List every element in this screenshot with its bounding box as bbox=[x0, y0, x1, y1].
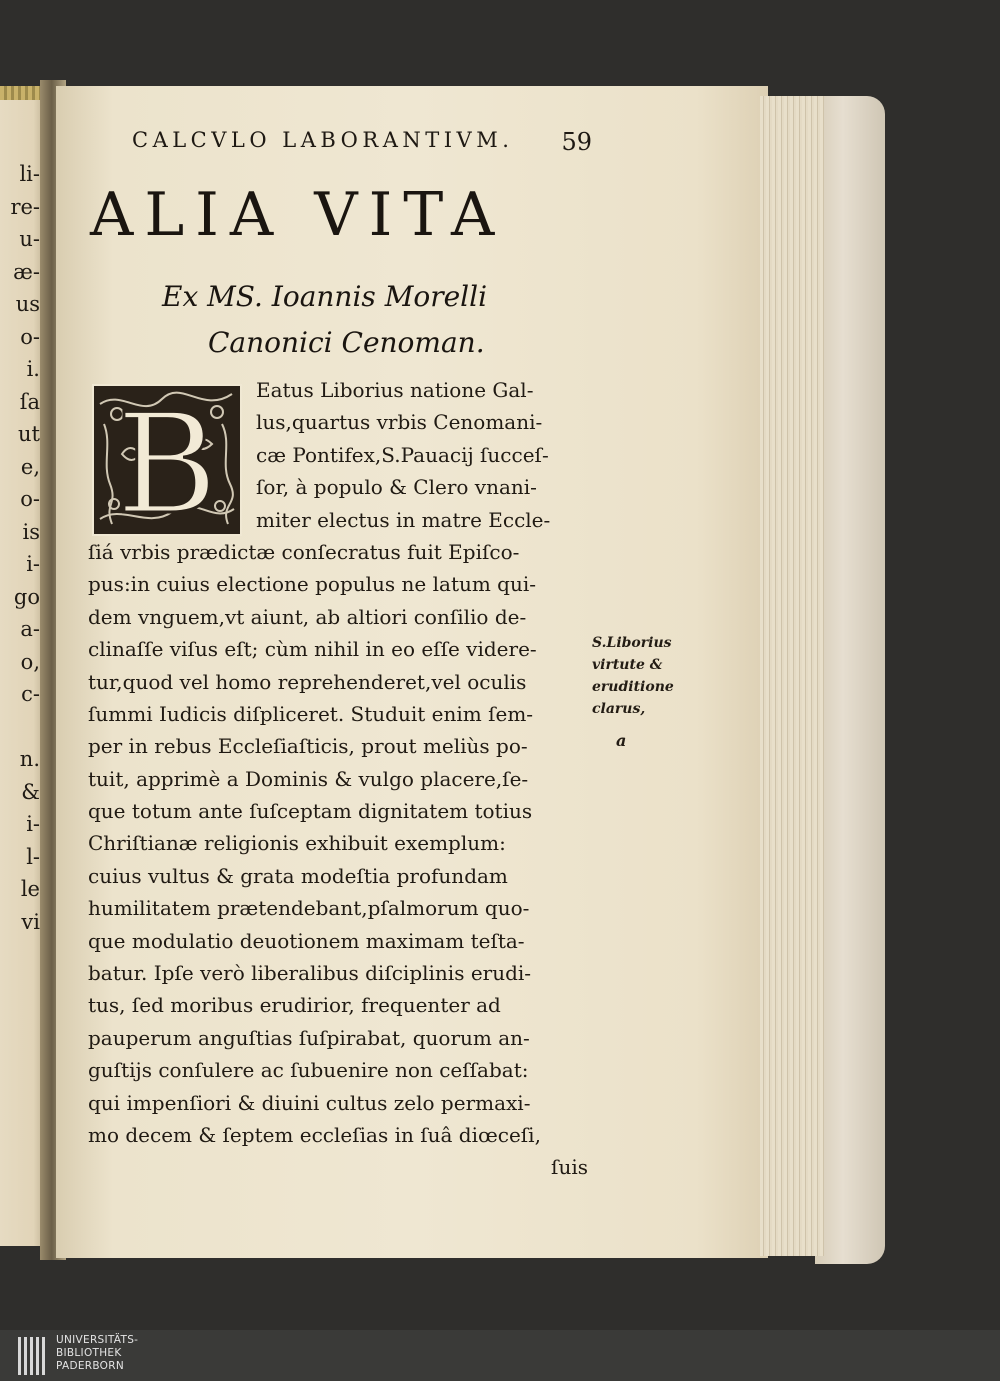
text-line: que totum ante ſuſceptam dignitatem totius bbox=[88, 799, 533, 824]
text-line: dem vnguem,vt aiunt, ab altiori conſilio de- bbox=[88, 604, 527, 629]
previous-page-fragment: vi bbox=[21, 909, 40, 934]
text-line: tur,quod vel homo reprehenderet,vel oculis bbox=[88, 669, 527, 694]
library-footer bbox=[0, 1330, 1000, 1381]
text-line: mo decem & ſeptem eccleſias in ſuâ diœceſi, bbox=[88, 1122, 541, 1147]
previous-page-text bbox=[0, 158, 40, 938]
text-line: cæ Pontifex,S.Pauacij ſucceſ- bbox=[256, 442, 549, 467]
library-name-line: BIBLIOTHEK bbox=[56, 1347, 122, 1359]
catchword: ſuis bbox=[551, 1155, 588, 1180]
previous-page-fragment: us bbox=[15, 292, 40, 316]
text-line: que modulatio deuotionem maximam teſta- bbox=[88, 928, 525, 953]
previous-page-fragment: le bbox=[20, 877, 40, 901]
previous-page-fragment: æ- bbox=[13, 259, 40, 284]
text-line: Eatus Liborius natione Gal- bbox=[256, 378, 534, 402]
page-number: 59 bbox=[561, 128, 592, 156]
text-line: per in rebus Eccleſiaſticis, prout meliùs po- bbox=[88, 734, 528, 759]
previous-page-fragment: i- bbox=[26, 552, 40, 576]
previous-page-fragment: ut bbox=[18, 422, 40, 446]
previous-page-fragment: li- bbox=[19, 162, 40, 186]
text-line: humilitatem prætendebant,pſalmorum quo- bbox=[88, 896, 530, 921]
library-logo-icon bbox=[18, 1337, 48, 1375]
marginal-letter: a bbox=[616, 731, 627, 750]
marginal-note bbox=[592, 632, 702, 752]
previous-page-fragment: u- bbox=[19, 227, 40, 251]
text-line: ſiá vrbis prædictæ conſecratus fuit Epiſco- bbox=[88, 539, 520, 564]
book-cover-edge bbox=[815, 96, 885, 1264]
previous-page-fragment: o, bbox=[20, 649, 40, 674]
previous-page-fragment: a- bbox=[20, 617, 40, 641]
body-text bbox=[88, 374, 588, 1184]
text-line: Chriſtianæ religionis exhibuit exemplum: bbox=[88, 831, 506, 856]
text-line: qui impenſiori & diuini cultus zelo permaxi- bbox=[88, 1090, 531, 1115]
previous-page-fragment: c- bbox=[21, 682, 40, 706]
text-line: tuit, apprimè a Dominis & vulgo placere,ſe- bbox=[88, 766, 529, 791]
text-line: ſummi Iudicis diſpliceret. Studuit enim ſem- bbox=[88, 701, 534, 726]
text-line: miter electus in matre Eccle- bbox=[256, 507, 551, 532]
text-line: pauperum anguſtias ſuſpirabat, quorum an- bbox=[88, 1025, 530, 1050]
previous-page-fragment: re- bbox=[10, 194, 40, 219]
text-line: batur. Ipſe verò liberalibus diſciplinis erudi- bbox=[88, 961, 532, 986]
previous-page-fragment: e, bbox=[20, 454, 40, 479]
subtitle-line-2: Canonici Cenoman. bbox=[208, 326, 485, 359]
page-title: ALIA VITA bbox=[90, 180, 506, 250]
previous-page-fragment: n. bbox=[19, 747, 40, 771]
text-line: pus:in cuius electione populus ne latum qui- bbox=[88, 572, 537, 597]
previous-page-fragment: i. bbox=[26, 357, 40, 381]
marginal-note-line: clarus, bbox=[592, 701, 646, 717]
previous-page-fragment: go bbox=[13, 584, 40, 609]
marginal-note-line: virtute & bbox=[592, 657, 663, 673]
previous-page-fragment bbox=[0, 711, 40, 744]
previous-page-fragment: is bbox=[22, 519, 40, 544]
subtitle-line-1: Ex MS. Ioannis Morelli bbox=[162, 280, 488, 313]
page-edges bbox=[760, 96, 824, 1256]
previous-page-fragment: o- bbox=[20, 324, 40, 349]
previous-page-fragment: & bbox=[21, 779, 40, 804]
previous-page-fragment: o- bbox=[20, 487, 40, 511]
running-head-text: CALCVLO LABORANTIVM. bbox=[132, 128, 514, 152]
previous-page-fragment: ſa bbox=[19, 389, 40, 414]
marginal-note-line: S.Liborius bbox=[592, 635, 672, 651]
previous-page-fragment: l- bbox=[26, 844, 40, 869]
text-line: guſtijs conſulere ac ſubuenire non ceſſabat: bbox=[88, 1058, 529, 1083]
text-line: ſor, à populo & Clero vnani- bbox=[256, 475, 537, 500]
text-line: lus,quartus vrbis Cenomani- bbox=[256, 410, 543, 435]
text-line: cuius vultus & grata modeſtia profundam bbox=[88, 863, 508, 888]
library-name bbox=[56, 1334, 256, 1373]
initial-letter: B bbox=[116, 384, 218, 536]
library-name-line: UNIVERSITÄTS- bbox=[56, 1334, 139, 1346]
text-line: clinaſſe viſus eſt; cùm nihil in eo eſſe videre- bbox=[88, 637, 537, 662]
marginal-note-line: eruditione bbox=[592, 679, 674, 695]
text-line: tus, ſed moribus erudirior, frequenter ad bbox=[88, 993, 501, 1018]
library-name-line: PADERBORN bbox=[56, 1360, 124, 1372]
running-head bbox=[132, 128, 592, 164]
headband bbox=[0, 86, 45, 100]
previous-page-fragment: i- bbox=[26, 812, 40, 836]
